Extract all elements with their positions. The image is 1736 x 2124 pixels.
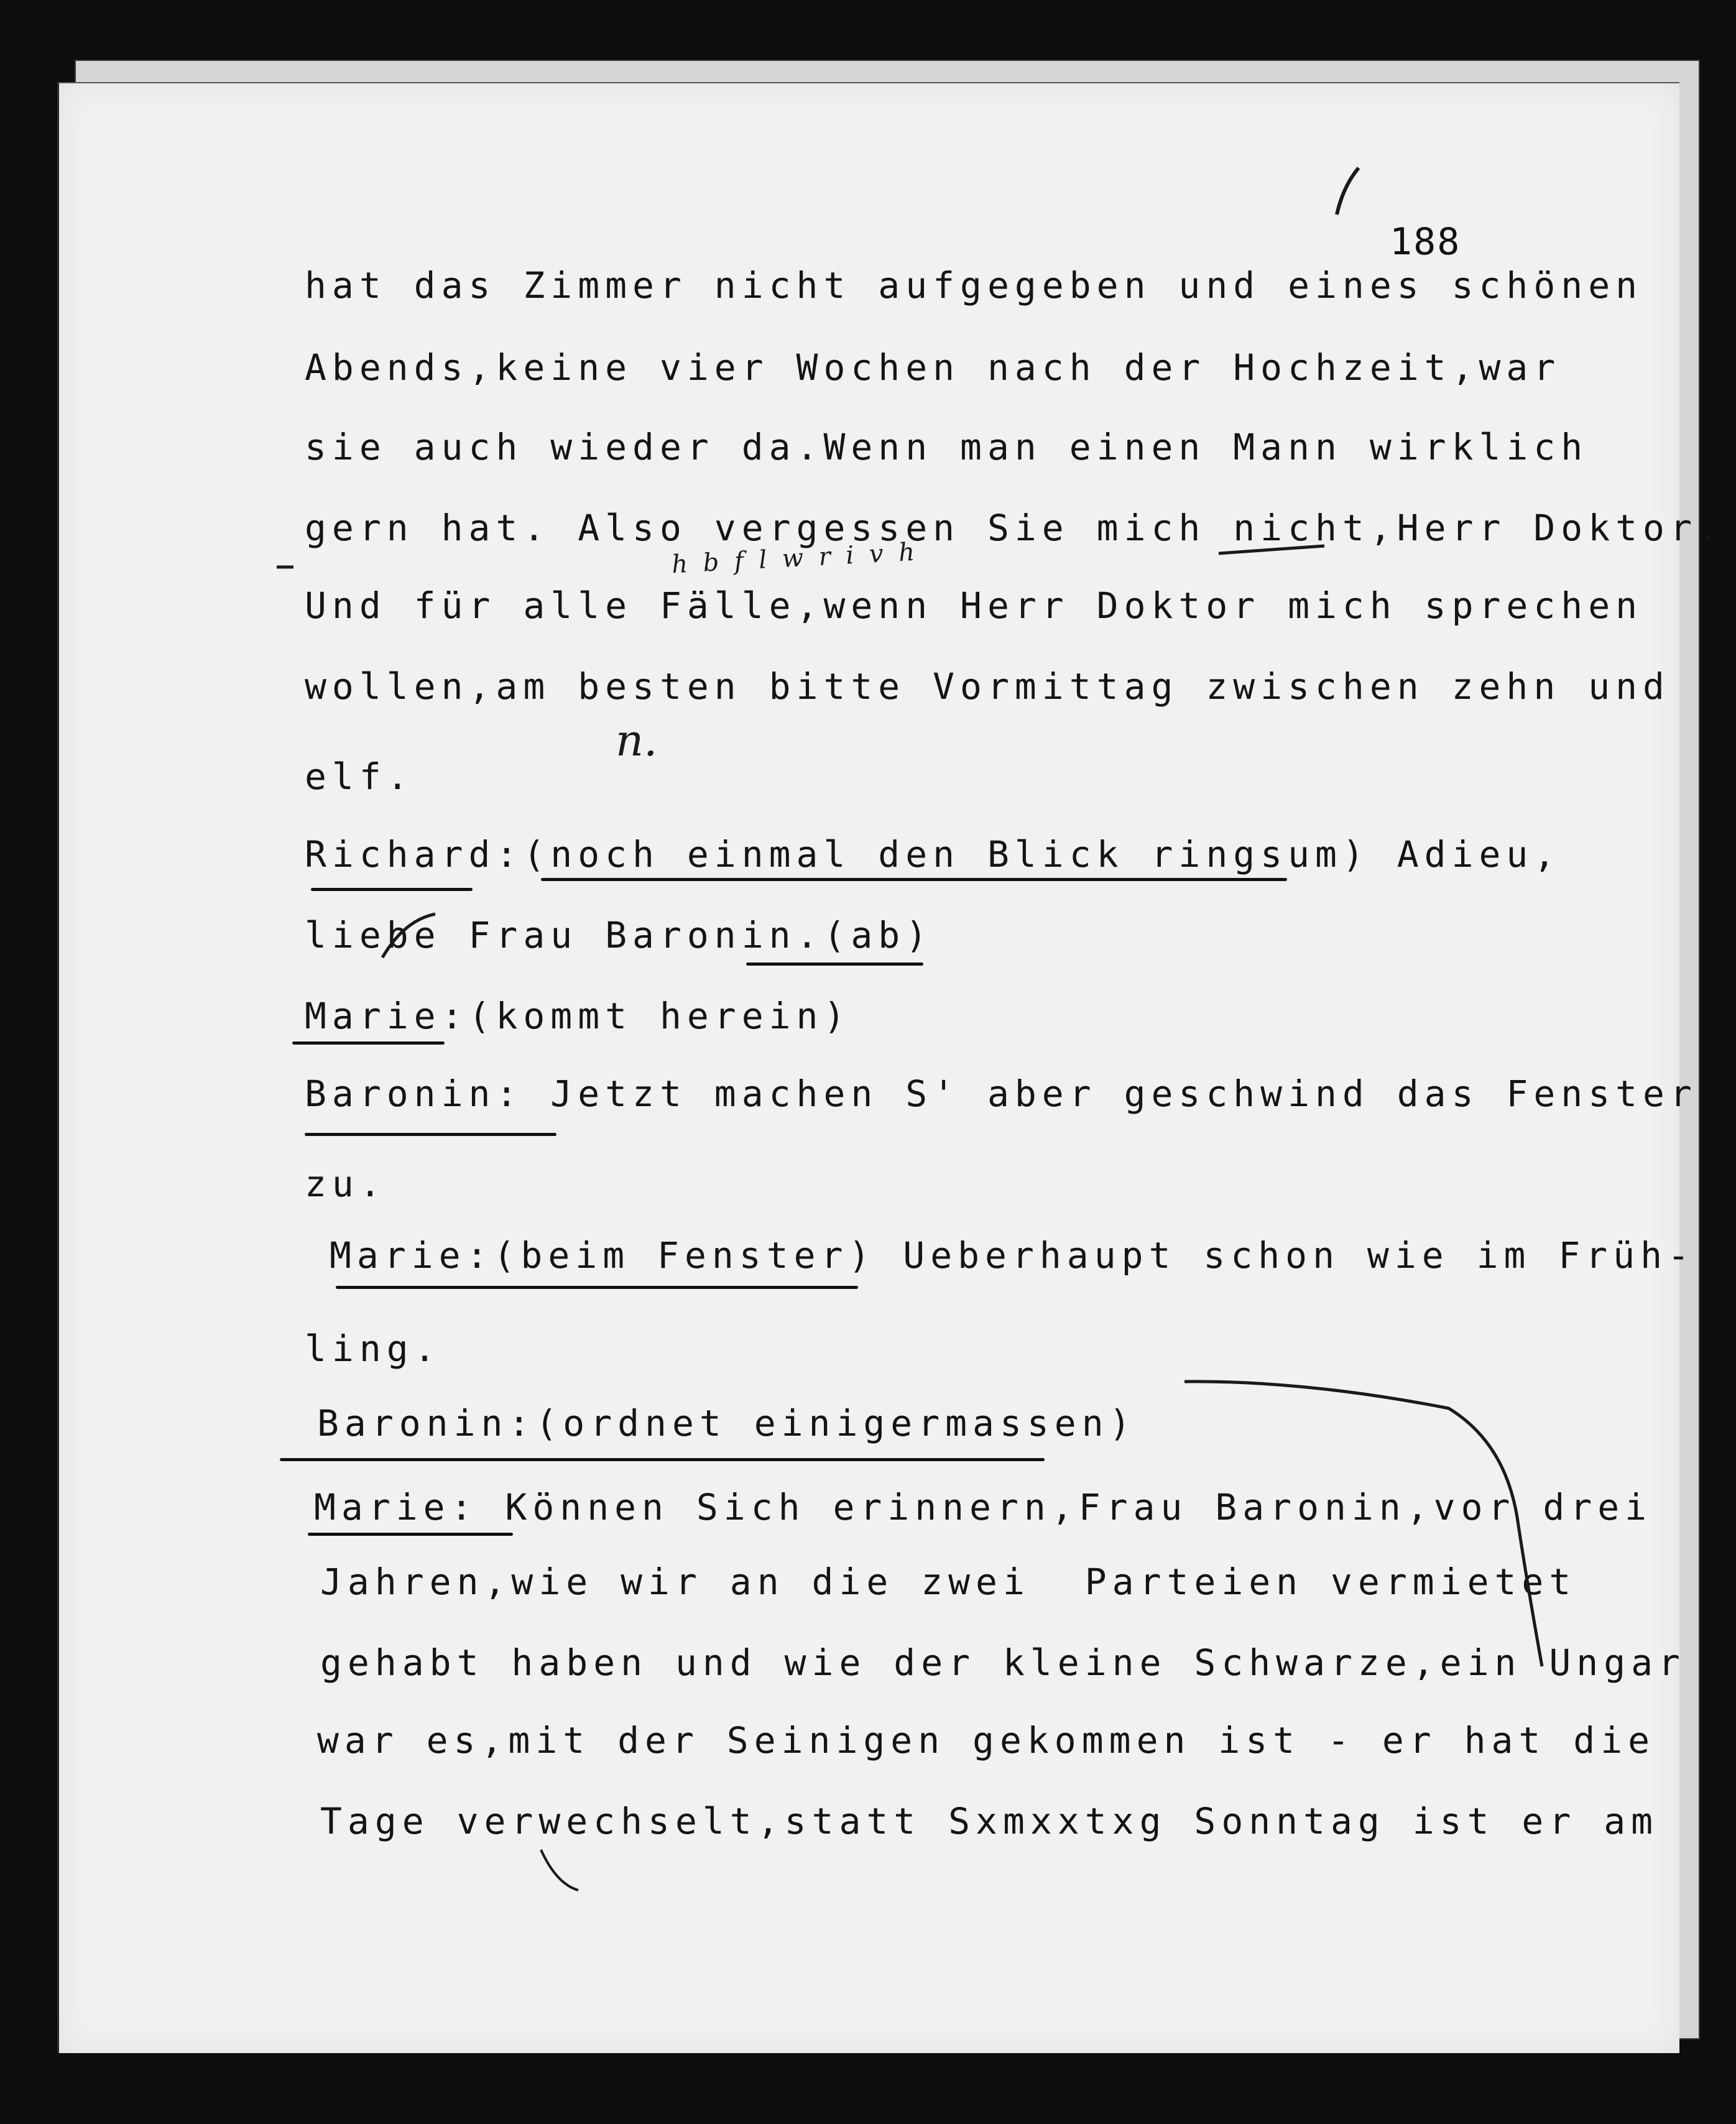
text-line-12: zu. (305, 1163, 387, 1205)
speaker-line-marie-3: Marie: Können Sich erinnern,Frau Baronin,vor drei (314, 1486, 1653, 1528)
page-number-stroke (1337, 168, 1359, 215)
text-line-14: ling. (305, 1328, 441, 1370)
text-line-3: sie auch wieder da.Wenn man einen Mann wirklich (305, 426, 1589, 468)
speaker-line-baronin-2: Baronin:(ordnet einigermassen) (317, 1402, 1137, 1444)
text-line-6: wollen,am besten bitte Vormittag zwischen zehn und (305, 665, 1670, 708)
text-line-1: hat das Zimmer nicht aufgegeben und eines schönen (305, 264, 1643, 307)
text-line-17: Jahren,wie wir an die zwei Parteien vermietet (320, 1561, 1577, 1603)
speaker-line-baronin-1: Baronin: Jetzt machen S' aber geschwind das Fenster (305, 1073, 1697, 1115)
page-number: 188 (1390, 220, 1461, 264)
dash-mark (1219, 546, 1324, 553)
bracket-line (1184, 1382, 1542, 1666)
text-line-20: Tage verwechselt,statt Sxmxxtxg Sonntag ist er am (320, 1800, 1659, 1842)
text-line-18: gehabt haben und wie der kleine Schwarze,ein Ungar (320, 1641, 1686, 1684)
correction-strike (382, 914, 435, 958)
handwritten-margin-mark: n. (616, 715, 658, 766)
speaker-line-marie-1: Marie:(kommt herein) (305, 995, 851, 1037)
speaker-line-richard: Richard:(noch einmal den Blick ringsum) Adieu, (305, 833, 1561, 875)
text-line-5: Und für alle Fälle,wenn Herr Doktor mich sprechen (305, 584, 1643, 627)
text-line-2: Abends,keine vier Wochen nach der Hochzeit,war (305, 346, 1561, 389)
text-line-9: liebe Frau Baronin.(ab) (305, 914, 933, 956)
speaker-line-marie-2: Marie:(beim Fenster) Ueberhaupt schon wie im Früh- (330, 1234, 1695, 1277)
caret-mark (541, 1850, 578, 1890)
text-line-19: war es,mit der Seinigen gekommen ist - er hat die (317, 1719, 1656, 1762)
handwritten-interlinear-note: h b f l w r i v h (671, 537, 920, 579)
text-line-4: gern hat. Also vergessen Sie mich nicht,Herr Doktor. (305, 507, 1725, 549)
text-line-7: elf. (305, 755, 414, 798)
